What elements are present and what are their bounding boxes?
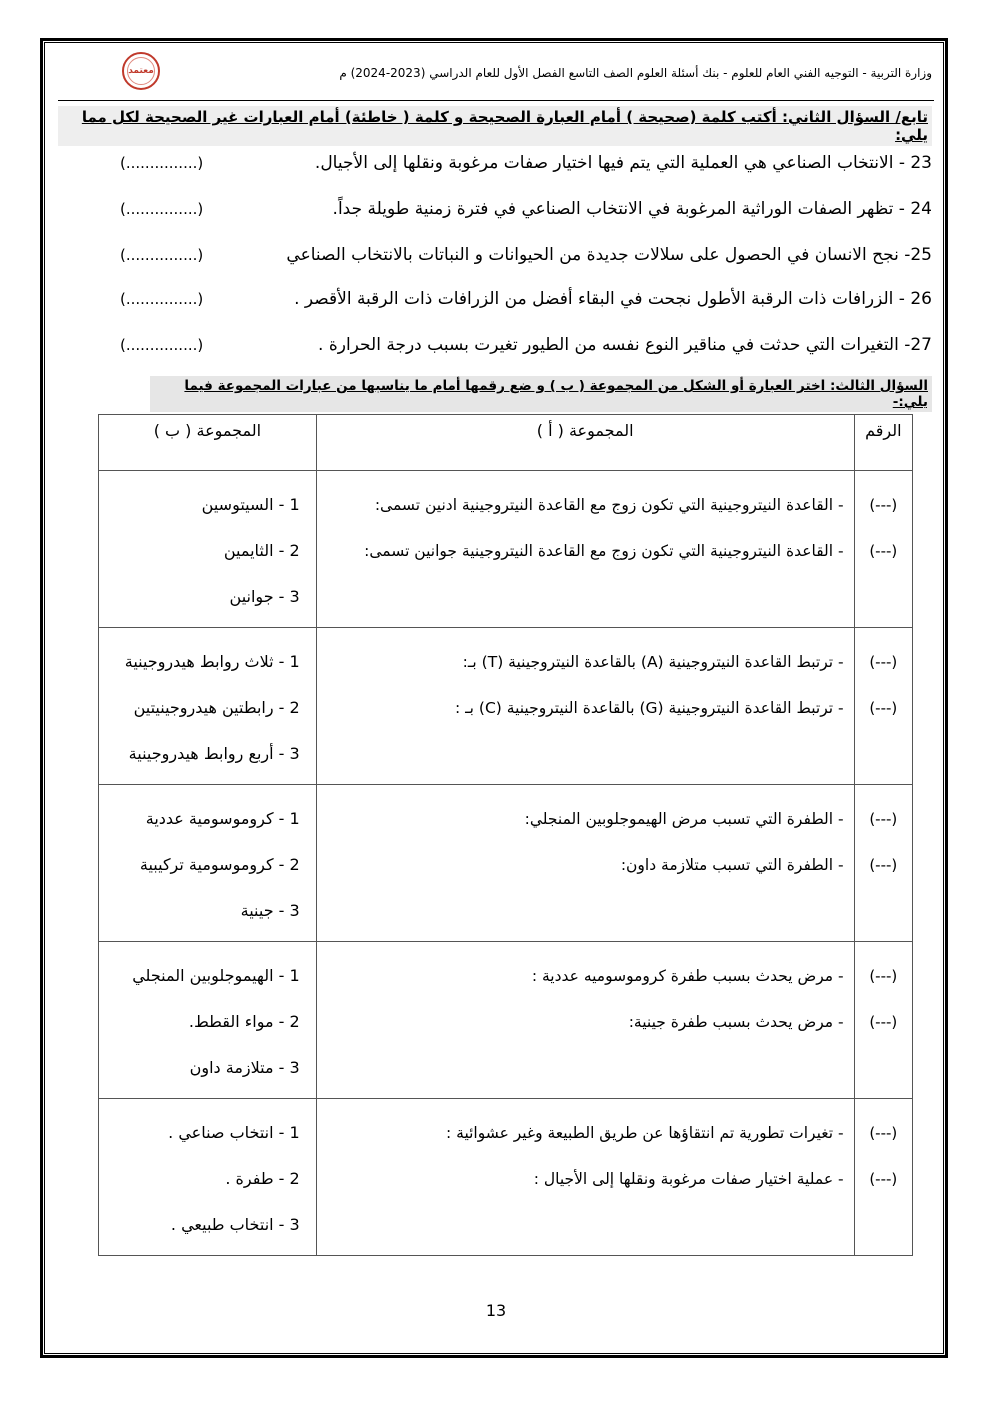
ministry-stamp-icon	[122, 52, 160, 90]
answer-slot[interactable]: (---)	[869, 856, 898, 874]
answer-blank[interactable]: (...............)	[120, 200, 204, 218]
group-a-statement: - الطفرة التي تسبب مرض الهيموجلوبين المنجلي:	[524, 810, 844, 828]
group-b-option: 2 - كروموسومية تركيبية	[139, 855, 300, 874]
answer-blank[interactable]: (...............)	[120, 154, 204, 172]
answer-slot[interactable]: (---)	[869, 810, 898, 828]
question-item	[120, 330, 932, 360]
group-b-option: 2 - رابطتين هيدروجينيتين	[133, 698, 300, 717]
group-b-option: 1 - كروموسومية عددية	[145, 809, 300, 828]
group-b-option: 1 - الهيموجلوبين المنجلي	[132, 966, 300, 985]
table-row	[99, 628, 913, 785]
question-text: 24 - تظهر الصفات الوراثية المرغوبة في الانتخاب الصناعي في فترة زمنية طويلة جداً.	[332, 199, 932, 219]
answer-blank[interactable]: (...............)	[120, 290, 204, 308]
group-a-statement: - القاعدة النيتروجينية التي تكون زوج مع القاعدة النيتروجينية ادنين تسمى:	[374, 496, 844, 514]
table-row	[99, 785, 913, 942]
group-a-statement: - ترتبط القاعدة النيتروجينية (G) بالقاعدة النيتروجينية (C) بـ :	[454, 699, 844, 717]
group-b-option: 3 - جوانين	[229, 587, 300, 606]
table-row	[99, 471, 913, 628]
header-group-a: المجموعة ( أ )	[316, 415, 854, 471]
question3-title: السؤال الثالث: اختر العبارة أو الشكل من المجموعة ( ب ) و ضع رقمها أمام ما يناسبها من عبارات المجموعة فيما يلي:-	[150, 376, 932, 412]
header-group-b: المجموعة ( ب )	[99, 415, 317, 471]
group-b-option: 3 - انتخاب طبيعي .	[170, 1215, 300, 1234]
answer-slot[interactable]: (---)	[869, 496, 898, 514]
table-row	[99, 1099, 913, 1256]
group-b-option: 1 - انتخاب صناعي .	[168, 1123, 300, 1142]
question-text: 27- التغيرات التي حدثت في مناقير النوع نفسه من الطيور تغيرت بسبب درجة الحرارة .	[318, 335, 932, 355]
group-b-option: 2 - الثايمين	[223, 541, 300, 560]
answer-slot[interactable]: (---)	[869, 1170, 898, 1188]
answer-blank[interactable]: (...............)	[120, 336, 204, 354]
group-b-option: 1 - السيتوسين	[201, 495, 300, 514]
group-a-statement: - تغيرات تطورية تم انتقاؤها عن طريق الطبيعة وغير عشوائية :	[445, 1124, 844, 1142]
question-item	[120, 194, 932, 224]
group-a-statement: - ترتبط القاعدة النيتروجينية (A) بالقاعدة النيتروجينية (T) بـ:	[462, 653, 844, 671]
table-row	[99, 942, 913, 1099]
header-divider	[58, 100, 934, 101]
page-header	[120, 55, 932, 91]
question-text: 26 - الزرافات ذات الرقبة الأطول نجحت في البقاء أفضل من الزرافات ذات الرقبة الأقصر .	[294, 289, 932, 309]
answer-slot[interactable]: (---)	[869, 967, 898, 985]
answer-slot[interactable]: (---)	[869, 653, 898, 671]
group-a-statement: - الطفرة التي تسبب متلازمة داون:	[620, 856, 844, 874]
answer-slot[interactable]: (---)	[869, 1013, 898, 1031]
question-item	[120, 148, 932, 178]
group-b-option: 2 - مواء القطط.	[188, 1012, 300, 1031]
group-b-option: 3 - جينية	[240, 901, 300, 920]
stamp-label: معتمد	[128, 66, 154, 76]
group-b-option: 1 - ثلاث روابط هيدروجينية	[124, 652, 300, 671]
header-text: وزارة التربية - التوجيه الفني العام للعلوم - بنك أسئلة العلوم الصف التاسع الفصل الأول للعام الدراسي (2023-2024) م	[339, 66, 932, 80]
page-number: 13	[485, 1301, 507, 1320]
group-a-statement: - مرض يحدث بسبب طفرة كروموسوميه عددية :	[531, 967, 844, 985]
matching-table	[98, 414, 913, 1256]
question-item	[120, 240, 932, 270]
answer-slot[interactable]: (---)	[869, 542, 898, 560]
question-item	[120, 284, 932, 314]
group-b-option: 3 - متلازمة داون	[189, 1058, 300, 1077]
question2-title: تابع/ السؤال الثاني: أكتب كلمة (صحيحة ) أمام العبارة الصحيحة و كلمة ( خاطئة) أمام العبارات غير الصحيحة لكل مما يلي:	[58, 106, 932, 146]
answer-slot[interactable]: (---)	[869, 1124, 898, 1142]
group-b-option: 3 - أربع روابط هيدروجينية	[128, 744, 300, 763]
question-text: 23 - الانتخاب الصناعي هي العملية التي يتم فيها اختيار صفات مرغوبة ونقلها إلى الأجيال.	[314, 153, 932, 173]
question-text: 25- نجح الانسان في الحصول على سلالات جديدة من الحيوانات و النباتات بالانتخاب الصناعي	[286, 245, 932, 265]
group-b-option: 2 - طفرة .	[225, 1169, 300, 1188]
answer-slot[interactable]: (---)	[869, 699, 898, 717]
group-a-statement: - القاعدة النيتروجينية التي تكون زوج مع القاعدة النيتروجينية جوانين تسمى:	[364, 542, 844, 560]
group-a-statement: - مرض يحدث بسبب طفرة جينية:	[628, 1013, 844, 1031]
group-a-statement: - عملية اختيار صفات مرغوبة ونقلها إلى الأجيال :	[533, 1170, 844, 1188]
answer-blank[interactable]: (...............)	[120, 246, 204, 264]
header-num: الرقم	[854, 415, 912, 471]
